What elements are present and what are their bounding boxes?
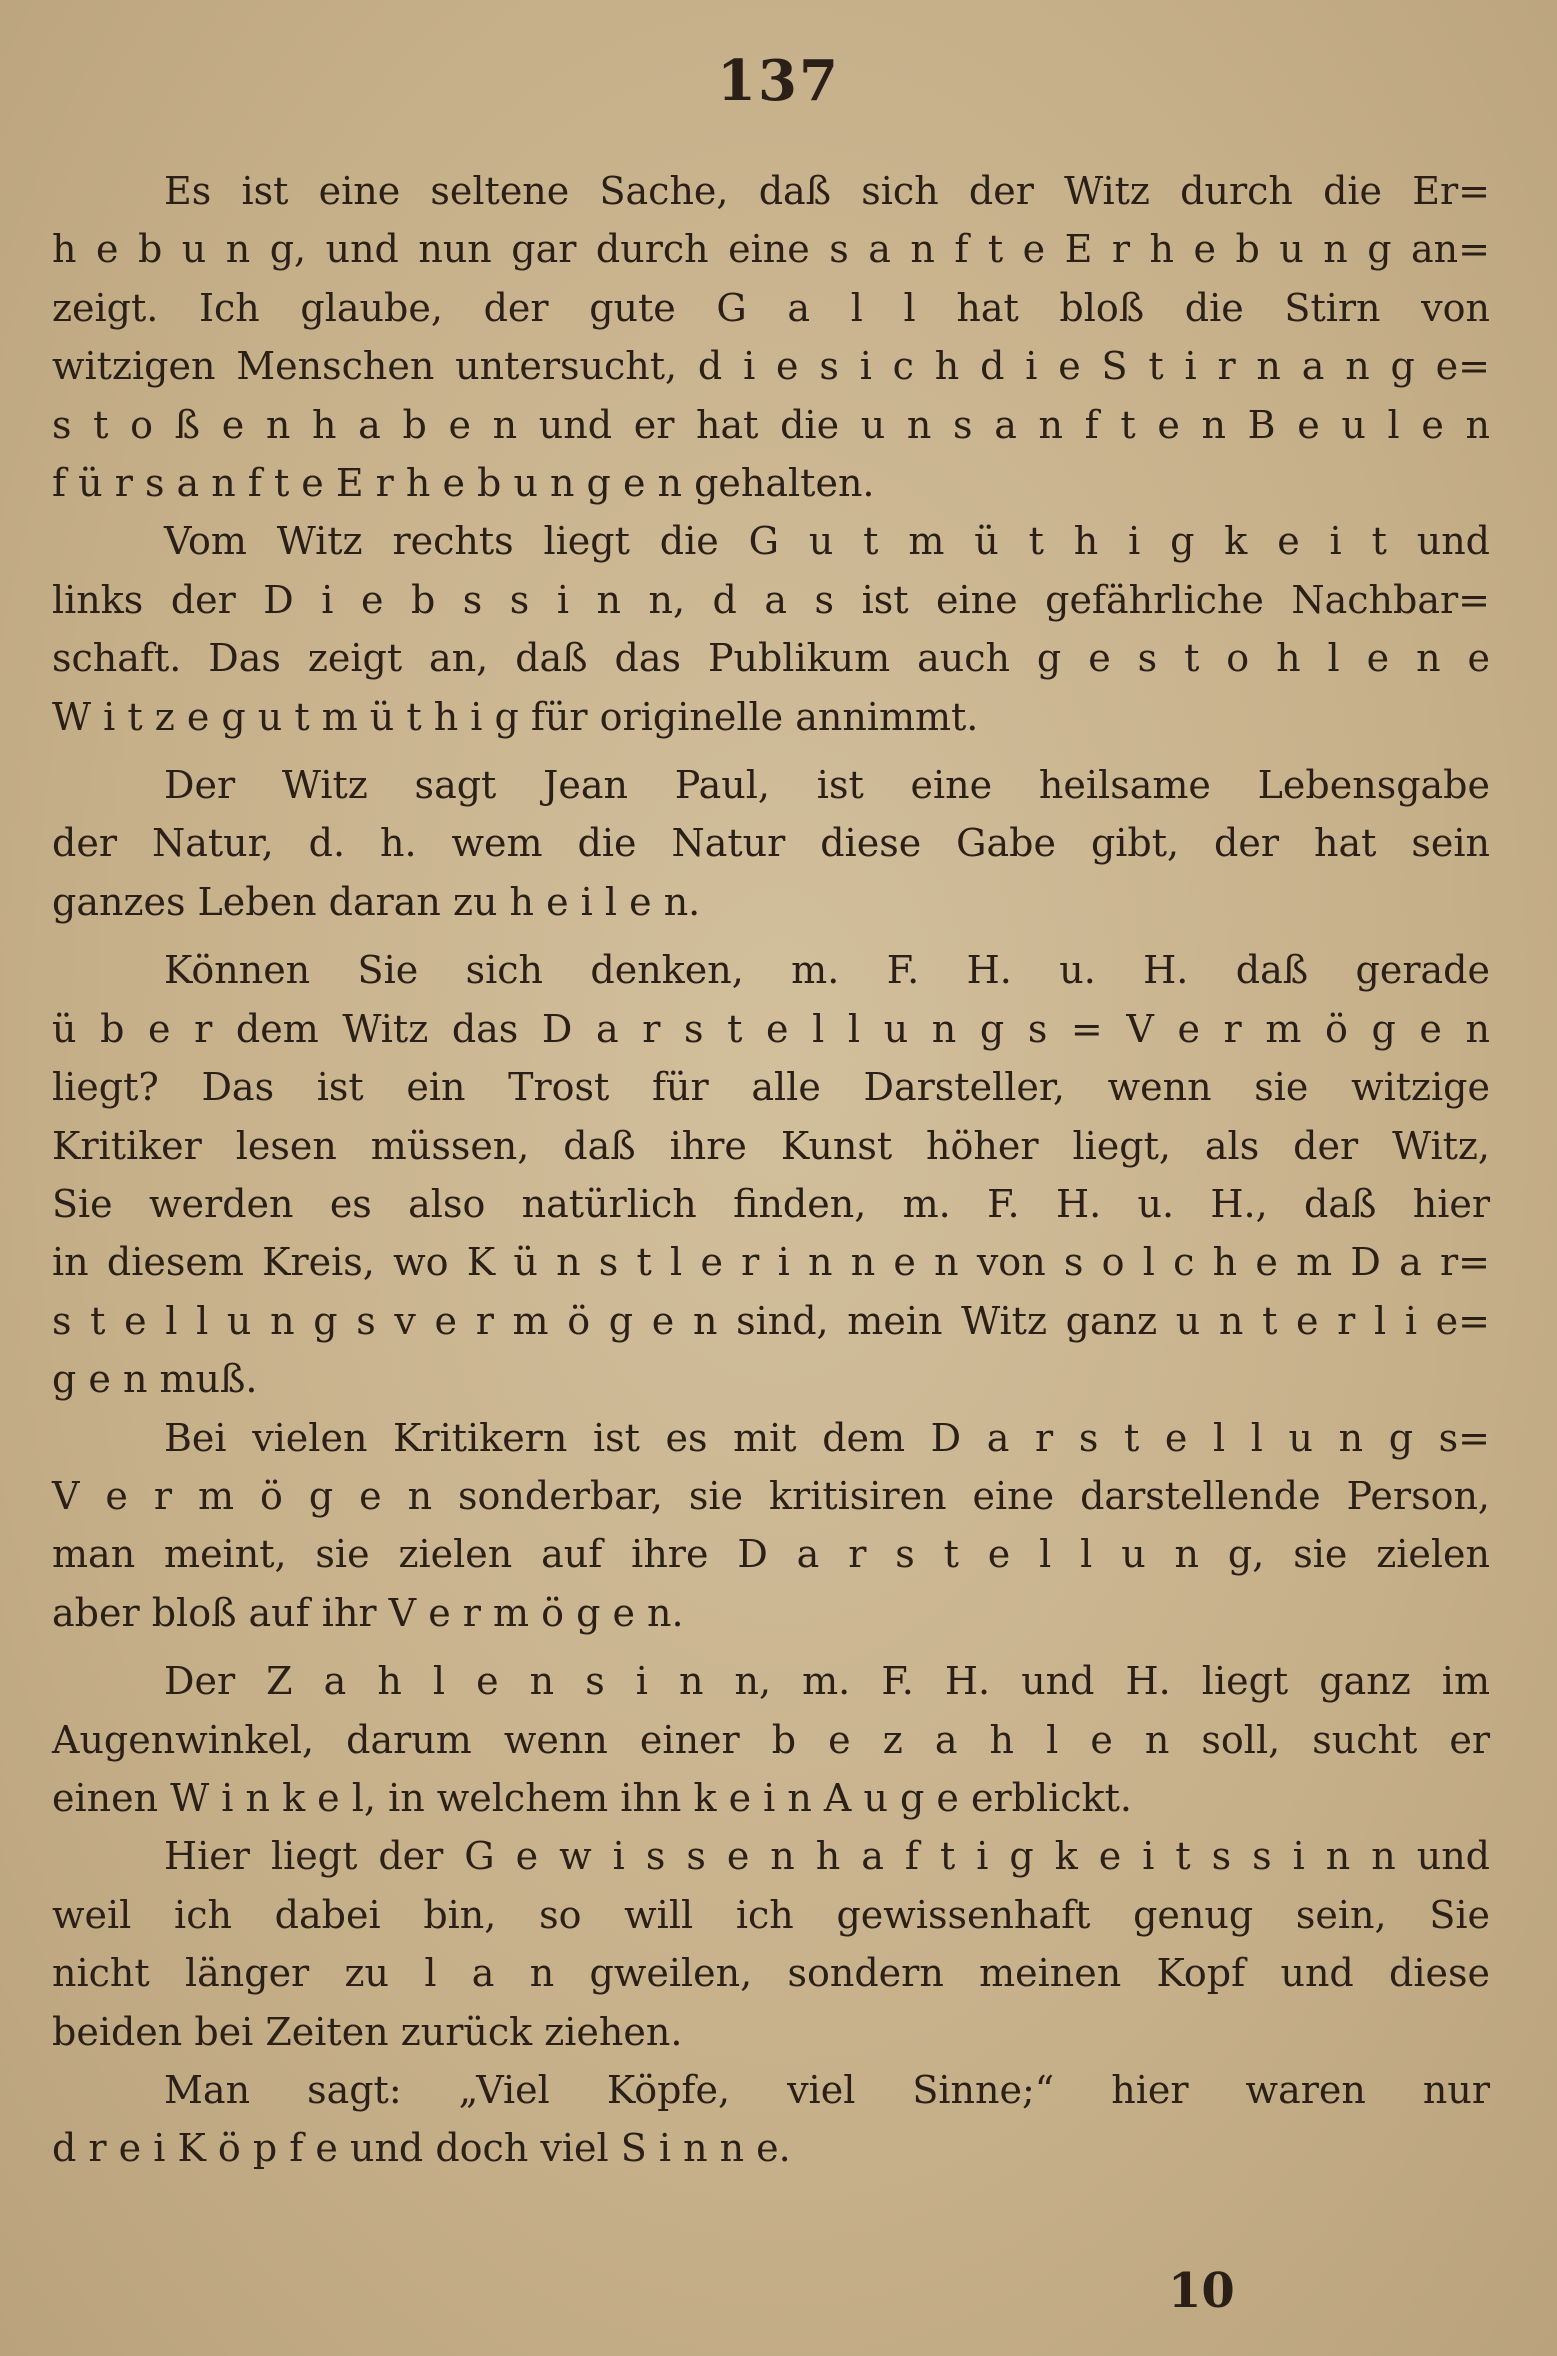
- paragraph: [52, 162, 1490, 512]
- text-line: Vom Witz rechts liegt die G u t m ü t h i g k e i t und: [164, 519, 1490, 564]
- text-line: man meint, sie zielen auf ihre D a r s t e l l u n g, sie zielen: [52, 1532, 1490, 1577]
- text-line: Kritiker lesen müssen, daß ihre Kunst höher liegt, als der Witz,: [52, 1123, 1490, 1168]
- paragraph: [52, 1827, 1490, 2061]
- text-line: ü b e r dem Witz das D a r s t e l l u n g s = V e r m ö g e n: [52, 1006, 1490, 1051]
- text-line: Der Z a h l e n s i n n, m. F. H. und H. liegt ganz im: [164, 1659, 1490, 1704]
- text-line: Sie werden es also natürlich finden, m. F. H. u. H., daß hier: [52, 1181, 1490, 1226]
- page-number: 137: [717, 48, 840, 114]
- text-line: Es ist eine seltene Sache, daß sich der Witz durch die Er=: [164, 169, 1490, 213]
- signature-mark: 10: [1168, 2263, 1235, 2319]
- text-line: d r e i K ö p f e und doch viel S i n n e.: [52, 2126, 791, 2171]
- text-line: W i t z e g u t m ü t h i g für originelle annimmt.: [52, 694, 979, 739]
- text-line: f ü r s a n f t e E r h e b u n g e n gehalten.: [52, 461, 875, 506]
- text-line: ganzes Leben daran zu h e i l e n.: [52, 879, 701, 924]
- text-line: Man sagt: „Viel Köpfe, viel Sinne;“ hier waren nur: [164, 2068, 1490, 2112]
- paragraph: [52, 512, 1490, 746]
- text-line: h e b u n g, und nun gar durch eine s a n f t e E r h e b u n g an=: [52, 227, 1490, 272]
- paragraph: [52, 941, 1490, 1408]
- text-line: nicht länger zu l a n gweilen, sondern meinen Kopf und diese: [52, 1951, 1490, 1996]
- text-line: in diesem Kreis, wo K ü n s t l e r i n n e n von s o l c h e m D a r=: [52, 1240, 1490, 1285]
- text-line: liegt? Das ist ein Trost für alle Darsteller, wenn sie witzige: [52, 1065, 1490, 1110]
- text-line: aber bloß auf ihr V e r m ö g e n.: [52, 1590, 684, 1635]
- text-line: beiden bei Zeiten zurück ziehen.: [52, 2009, 683, 2054]
- text-line: Können Sie sich denken, m. F. H. u. H. daß gerade: [164, 948, 1490, 993]
- paragraph: [52, 756, 1490, 931]
- text-line: Hier liegt der G e w i s s e n h a f t i g k e i t s s i n n und: [164, 1834, 1490, 1879]
- text-line: der Natur, d. h. wem die Natur diese Gabe gibt, der hat sein: [52, 821, 1490, 866]
- body-text: [52, 162, 1490, 2178]
- text-line: Augenwinkel, darum wenn einer b e z a h l e n soll, sucht er: [52, 1717, 1490, 1762]
- text-line: s t o ß e n h a b e n und er hat die u n s a n f t e n B e u l e n: [52, 402, 1490, 447]
- text-line: weil ich dabei bin, so will ich gewissenhaft genug sein, Sie: [52, 1892, 1490, 1937]
- text-line: einen W i n k e l, in welchem ihn k e i n A u g e erblickt.: [52, 1775, 1132, 1820]
- paragraph: [52, 1652, 1490, 1827]
- text-line: links der D i e b s s i n n, d a s ist eine gefährliche Nachbar=: [52, 577, 1490, 622]
- text-line: Bei vielen Kritikern ist es mit dem D a r s t e l l u n g s=: [164, 1415, 1490, 1460]
- text-line: witzigen Menschen untersucht, d i e s i c h d i e S t i r n a n g e=: [52, 344, 1490, 389]
- text-line: Der Witz sagt Jean Paul, ist eine heilsame Lebensgabe: [164, 763, 1490, 808]
- text-line: s t e l l u n g s v e r m ö g e n sind, mein Witz ganz u n t e r l i e=: [52, 1298, 1490, 1343]
- text-line: schaft. Das zeigt an, daß das Publikum auch g e s t o h l e n e: [52, 636, 1490, 681]
- paragraph: [52, 2061, 1490, 2178]
- paragraph: [52, 1409, 1490, 1643]
- text-line: zeigt. Ich glaube, der gute G a l l hat bloß die Stirn von: [52, 285, 1490, 330]
- text-line: V e r m ö g e n sonderbar, sie kritisiren eine darstellende Person,: [52, 1473, 1490, 1518]
- text-line: g e n muß.: [52, 1357, 258, 1402]
